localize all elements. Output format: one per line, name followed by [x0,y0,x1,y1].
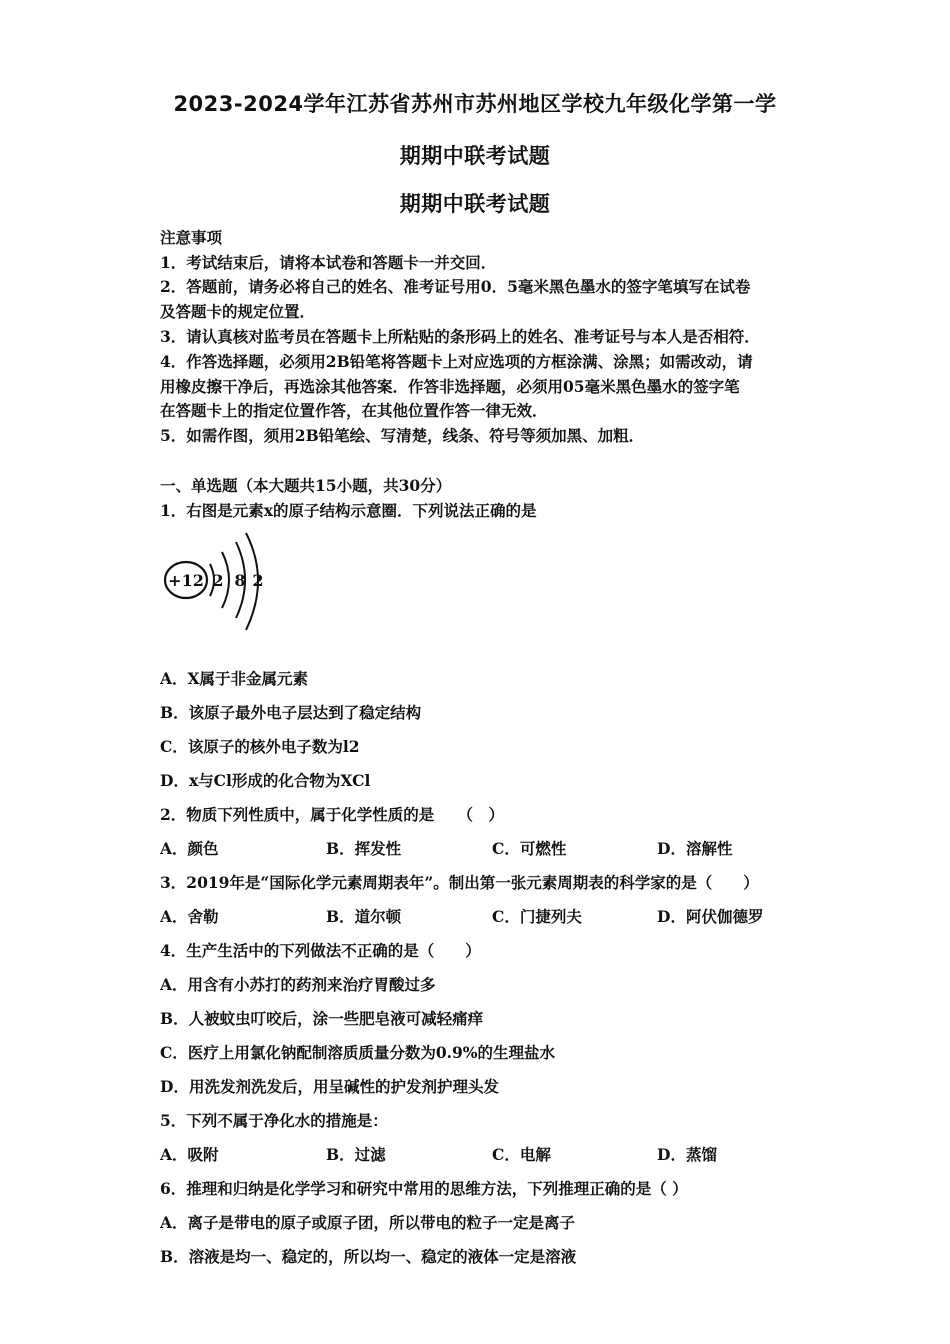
notes-line: 2．答题前，请务必将自己的姓名、准考证号用0．5毫米黑色墨水的签字笔填写在试卷 [160,277,751,296]
q1-option-b: B．该原子最外电子层达到了稳定结构 [160,703,422,722]
q3-option-b: B．道尔顿 [326,907,402,926]
atom-structure-diagram [160,530,270,636]
q5-option-c: C．电解 [492,1145,551,1164]
q2-option-a: A．颜色 [160,839,219,858]
q3-option-d: D．阿伏伽德罗 [657,907,764,926]
q3-option-a: A．舍勒 [160,907,219,926]
notes-line: 及答题卡的规定位置． [160,302,316,321]
q4-option-c: C．医疗上用氯化钠配制溶质质量分数为0.9%的生理盐水 [160,1043,556,1062]
q1-option-c: C．该原子的核外电子数为l2 [160,737,360,756]
exam-title-line-1: 2023-2024学年江苏省苏州市苏州地区学校九年级化学第一学 [173,92,777,116]
q4-option-d: D．用洗发剂洗发后，用呈碱性的护发剂护理头发 [160,1077,499,1096]
question-2-stem: 2．物质下列性质中，属于化学性质的是 （ ） [160,805,505,824]
notes-line: 5．如需作图，须用2B铅笔绘、写清楚，线条、符号等须加黑、加粗． [160,426,645,445]
q2-option-c: C．可燃性 [492,839,567,858]
q5-option-a: A．吸附 [160,1145,219,1164]
q6-option-b: B．溶液是均一、稳定的，所以均一、稳定的液体一定是溶液 [160,1247,577,1266]
q3-option-c: C．门捷列夫 [492,907,582,926]
nucleus-charge: +12 [168,571,204,590]
question-6-stem: 6．推理和归纳是化学学习和研究中常用的思维方法，下列推理正确的是（ ） [160,1179,688,1198]
question-5-stem: 5．下列不属于净化水的措施是： [160,1111,388,1130]
notes-line: 1．考试结束后，请将本试卷和答题卡一并交回． [160,253,497,272]
question-4-stem: 4．生产生活中的下列做法不正确的是（ ） [160,941,481,960]
q4-option-b: B．人被蚊虫叮咬后，涂一些肥皂液可减轻痛痒 [160,1009,484,1028]
exam-title-line-3: 期期中联考试题 [399,192,551,216]
notes-line: 用橡皮擦干净后，再选涂其他答案．作答非选择题，必须用05毫米黑色墨水的签字笔 [160,377,740,396]
question-3-stem: 3．2019年是“国际化学元素周期表年”。制出第一张元素周期表的科学家的是（ ） [160,873,759,892]
q2-option-b: B．挥发性 [326,839,402,858]
question-1-stem: 1．右图是元素x的原子结构示意圈．下列说法正确的是 [160,501,537,520]
q5-option-d: D．蒸馏 [657,1145,717,1164]
notes-line: 在答题卡上的指定位置作答，在其他位置作答一律无效． [160,401,548,420]
q1-option-a: A．X属于非金属元素 [160,669,309,688]
shell-2-electrons: 8 [234,571,246,590]
q6-option-a: A．离子是带电的原子或原子团，所以带电的粒子一定是离子 [160,1213,576,1232]
exam-title-line-2: 期期中联考试题 [399,144,551,168]
notes-line: 3．请认真核对监考员在答题卡上所粘贴的条形码上的姓名、准考证号与本人是否相符． [160,327,760,346]
shell-3-electrons: 2 [252,571,264,590]
notes-heading: 注意事项 [160,228,223,247]
shell-1-electrons: 2 [212,571,224,590]
notes-line: 4．作答选择题，必须用2B铅笔将答题卡上对应选项的方框涂满、涂黑；如需改动，请 [160,352,753,371]
section-heading: 一、单选题（本大题共15小题，共30分） [160,476,452,495]
q2-option-d: D．溶解性 [657,839,733,858]
q5-option-b: B．过滤 [326,1145,386,1164]
q4-option-a: A．用含有小苏打的药剂来治疗胃酸过多 [160,975,436,994]
q1-option-d: D．x与Cl形成的化合物为XCl [160,771,371,790]
